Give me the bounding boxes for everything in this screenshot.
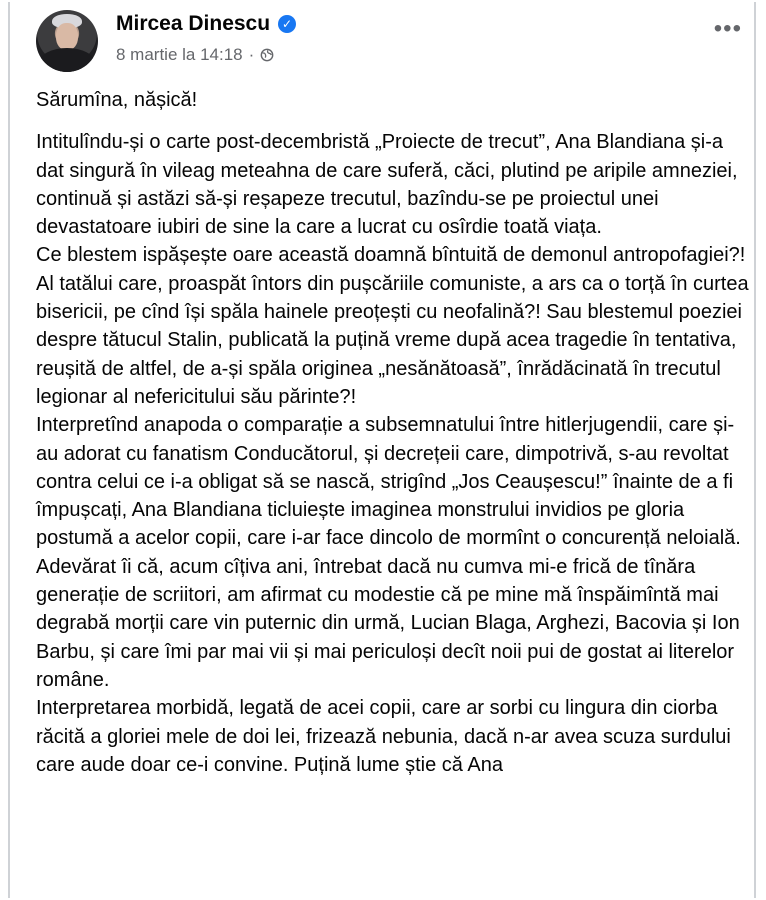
author-name[interactable]: Mircea Dinescu <box>116 12 271 35</box>
post-card <box>8 2 756 898</box>
verified-badge-icon: ✓ <box>278 15 296 33</box>
post-paragraph: Intitulîndu-și o carte post-decembristă „Proiecte de trecut”, Ana Blandiana și-a dat singură în vileag meteahna de care suferă, căci, plutind pe aripile amneziei, continuă și astăzi să-și reșapeze trecutul, bazîndu-se pe proiectul unei devastatoare iubiri de sine la care a lucrat cu osîrdie toată viața. <box>36 131 738 239</box>
post-paragraph: Ce blestem ispășește oare această doamnă bîntuită de demonul antropofagiei?! Al tatălui care, proaspăt întors din pușcăriile comuniste, a ars ca o torță în curtea bisericii, pe cînd își spăla hainele preoțești cu neofalină?! Sau blestemul poeziei despre tătucul Stalin, publicată la puțină vreme după acea tragedie în tentativa, reușită de altfel, de a-și spăla originea „nesănătoasă”, înrădăcinată în trecutul legionar al nefericitului său părinte?! <box>36 244 749 408</box>
author-row <box>116 12 296 36</box>
meta-separator: · <box>248 45 255 64</box>
more-horizontal-icon[interactable]: ••• <box>713 15 742 42</box>
post-paragraph: Adevărat îi că, acum cîțiva ani, întrebat dacă nu cumva mi-e frică de tînăra generație de scriitori, am afirmat cu modestie că pe mine mă înspăimîntă mai degrabă morții care vin puternic din urmă, Lucian Blaga, Arghezi, Bacovia și Ion Barbu, și care îmi par mai vii și mai periculoși decît noii pui de gostat ai literelor române. <box>36 555 740 691</box>
globe-icon[interactable] <box>260 48 274 62</box>
post-meta <box>116 45 274 65</box>
post-header <box>36 10 754 66</box>
post-paragraph: Interpretarea morbidă, legată de acei copii, care ar sorbi cu lingura din ciorba răcită a gloriei mele de doi lei, frizează nebunia, dacă n-ar avea scuza surdului care aude doar ce-i convine. Puțină lume știe că Ana <box>36 697 731 776</box>
post-paragraph: Interpretînd anapoda o comparație a subsemnatului între hitlerjugendii, care și-au adorat cu fanatism Conducătorul, și decrețeii care, dimpotrivă, s-au revoltat contra celui ce i-a obligat să se nască, strigînd „Jos Ceaușescu!” înainte de a fi împușcați, Ana Blandiana ticluiește imaginea monstrului invidios pe gloria postumă a acelor copii, care i-ar face dincolo de mormînt o concurență neloială. <box>36 414 741 550</box>
author-avatar[interactable] <box>36 10 98 72</box>
post-greeting: Sărumîna, nășică! <box>36 89 198 111</box>
avatar-face <box>56 23 78 50</box>
post-timestamp[interactable]: 8 martie la 14:18 <box>116 45 243 64</box>
avatar-body <box>39 48 95 72</box>
post-body <box>36 86 752 779</box>
